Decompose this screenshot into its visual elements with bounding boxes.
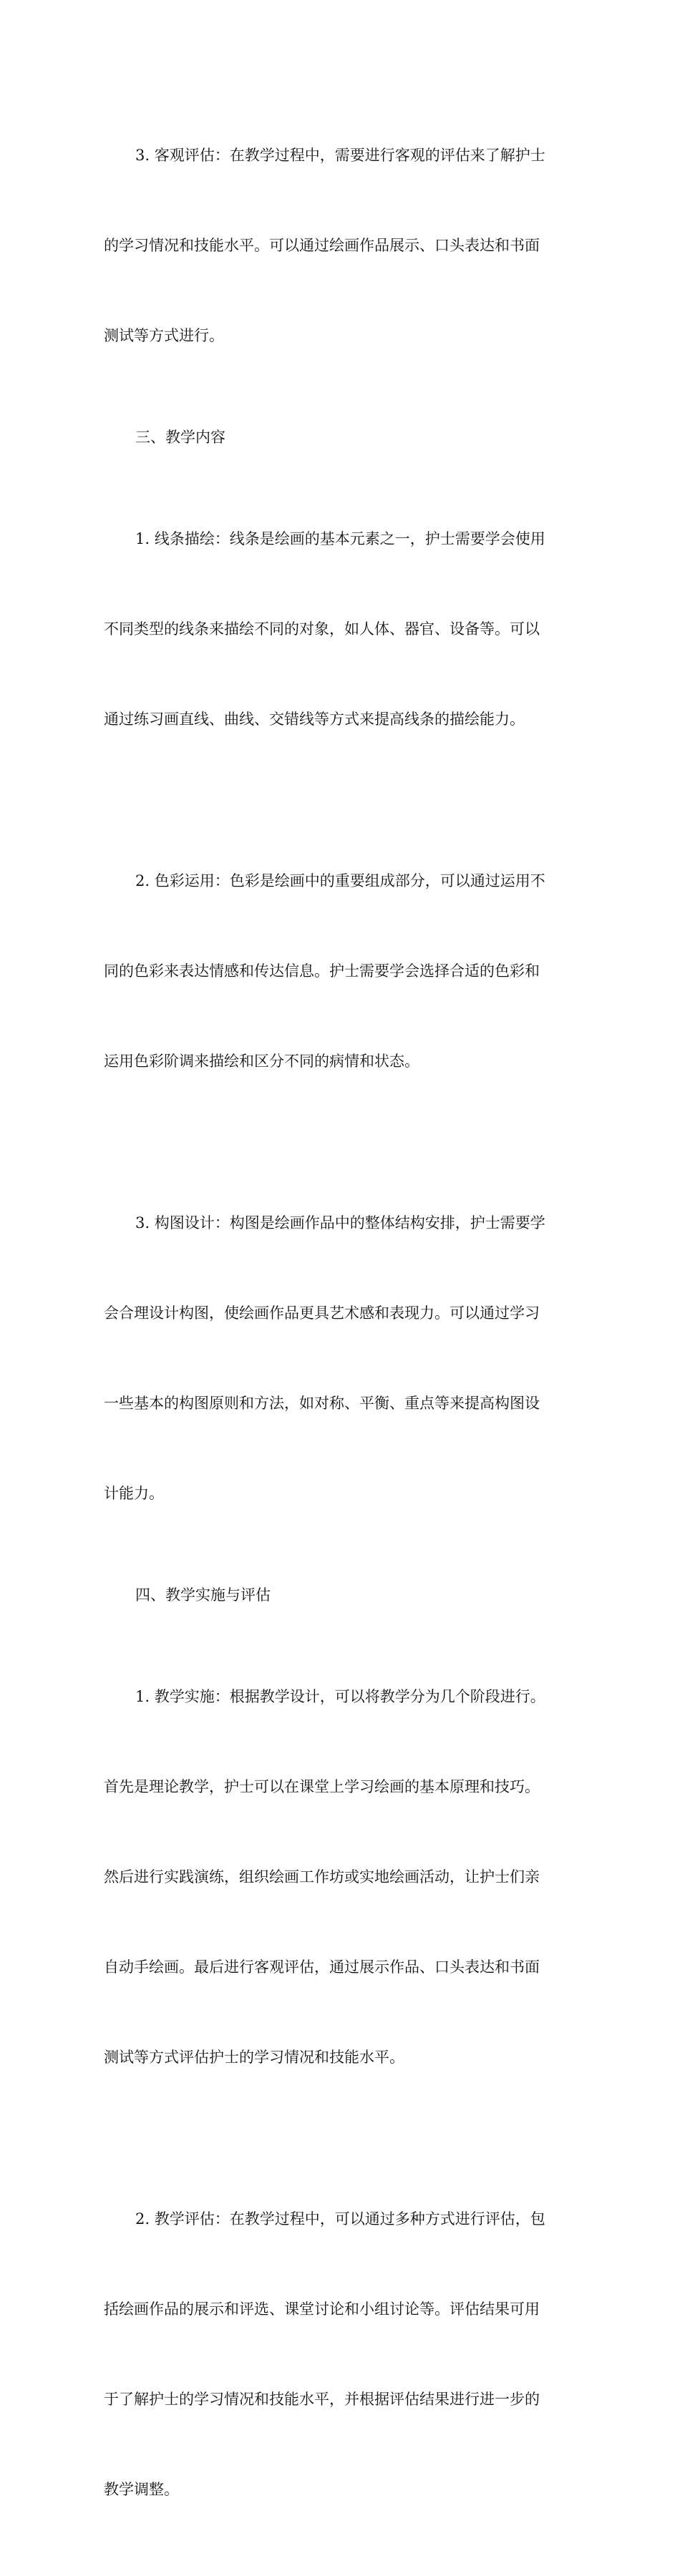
paragraph-line: 3. 客观评估：在教学过程中，需要进行客观的评估来了解护士 xyxy=(135,147,545,164)
paragraph-line: 测试等方式评估护士的学习情况和技能水平。 xyxy=(104,2049,404,2066)
paragraph-line: 通过练习画直线、曲线、交错线等方式来提高线条的描绘能力。 xyxy=(104,711,525,728)
paragraph-line: 自动手绘画。最后进行客观评估，通过展示作品、口头表达和书面 xyxy=(104,1958,540,1976)
paragraph-line: 3. 构图设计：构图是绘画作品中的整体结构安排，护士需要学 xyxy=(135,1214,545,1231)
paragraph-composition-design xyxy=(104,1148,591,1568)
paragraph-color-usage xyxy=(104,806,591,1136)
paragraph-line-drawing xyxy=(104,464,591,794)
document-page xyxy=(104,80,591,2576)
paragraph-line: 然后进行实践演练，组织绘画工作坊或实地绘画活动，让护士们亲 xyxy=(104,1868,540,1885)
paragraph-line: 1. 教学实施：根据教学设计，可以将教学分为几个阶段进行。 xyxy=(135,1688,545,1705)
paragraph-line: 计能力。 xyxy=(104,1485,164,1502)
paragraph-line: 运用色彩阶调来描绘和区分不同的病情和状态。 xyxy=(104,1053,419,1070)
paragraph-line: 2. 教学评估：在教学过程中，可以通过多种方式进行评估，包 xyxy=(135,2210,545,2228)
paragraph-line: 于了解护士的学习情况和技能水平，并根据评估结果进行进一步的 xyxy=(104,2391,540,2408)
paragraph-line: 的学习情况和技能水平。可以通过绘画作品展示、口头表达和书面 xyxy=(104,237,540,254)
paragraph-line: 不同类型的线条来描绘不同的对象，如人体、器官、设备等。可以 xyxy=(104,620,540,638)
paragraph-line: 首先是理论教学，护士可以在课堂上学习绘画的基本原理和技巧。 xyxy=(104,1778,540,1795)
paragraph-line: 测试等方式进行。 xyxy=(104,327,224,344)
paragraph-line: 会合理设计构图，使绘画作品更具艺术感和表现力。可以通过学习 xyxy=(104,1304,540,1322)
paragraph-line: 教学调整。 xyxy=(104,2481,179,2498)
paragraph-line: 1. 线条描绘：线条是绘画的基本元素之一，护士需要学会使用 xyxy=(135,530,545,547)
section-heading-implementation-evaluation: 四、教学实施与评估 xyxy=(135,1586,271,1604)
paragraph-line: 一些基本的构图原则和方法，如对称、平衡、重点等来提高构图设 xyxy=(104,1395,540,1412)
paragraph-line: 2. 色彩运用：色彩是绘画中的重要组成部分，可以通过运用不 xyxy=(135,872,545,889)
section-heading-teaching-content: 三、教学内容 xyxy=(135,429,225,446)
paragraph-teaching-implementation xyxy=(104,1621,591,2132)
paragraph-teaching-evaluation xyxy=(104,2144,591,2565)
paragraph-line: 括绘画作品的展示和评选、课堂讨论和小组讨论等。评估结果可用 xyxy=(104,2301,540,2318)
paragraph-objective-assessment xyxy=(104,80,591,411)
paragraph-line: 同的色彩来表达情感和传达信息。护士需要学会选择合适的色彩和 xyxy=(104,962,540,980)
